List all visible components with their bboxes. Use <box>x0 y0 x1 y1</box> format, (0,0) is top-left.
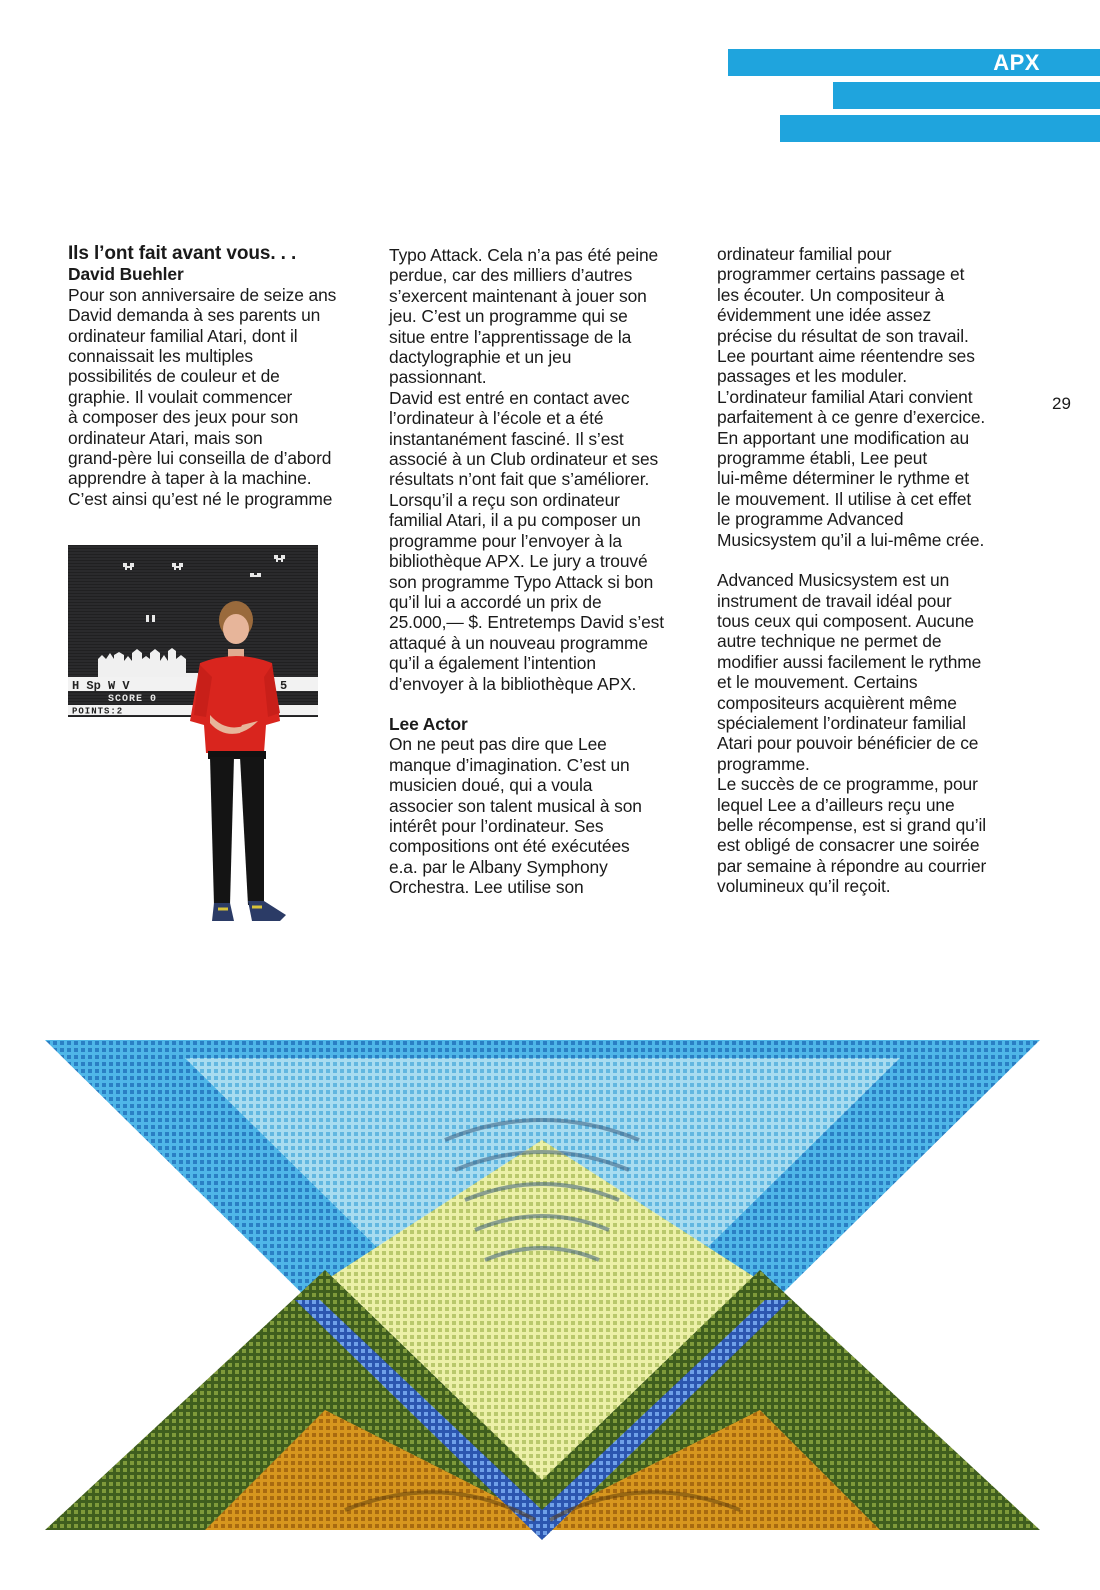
text-line: attaqué à un nouveau programme <box>389 632 649 653</box>
text-line: ordinateur familial pour <box>717 244 892 264</box>
text-line: Orchestra. Lee utilise son <box>389 877 584 898</box>
computer-graphic-artwork <box>45 1040 1040 1550</box>
text-line: Typo Attack. Cela n’a pas été peine <box>389 245 659 265</box>
text-line: En apportant une modification au <box>717 427 970 448</box>
column-2 <box>389 245 687 898</box>
text-line: est obligé de consacrer une soirée <box>717 835 980 856</box>
text-line: possibilités de couleur et de <box>68 366 280 387</box>
text-line: bibliothèque APX. Le jury a trouvé <box>389 551 648 572</box>
text-line: lui-même déterminer le rythme et <box>717 468 969 489</box>
screen-letters: H Sp W V <box>72 679 130 693</box>
text-line: les écouter. Un compositeur à <box>717 284 945 305</box>
screen-letter-end: 5 <box>280 679 288 693</box>
paragraph-typo-attack <box>389 245 687 694</box>
text-line: instantanément fasciné. Il s’est <box>389 428 624 449</box>
game-screen-image <box>68 545 318 717</box>
text-line: Lorsqu’il a reçu son ordinateur <box>389 489 620 510</box>
text-line: autre technique ne permet de <box>717 631 942 652</box>
text-line: l’ordinateur à l’école et a été <box>389 408 604 429</box>
text-line: musicien doué, qui a voula <box>389 775 593 796</box>
text-line: et le mouvement. Certains <box>717 672 918 693</box>
header-bar-middle <box>833 82 1100 109</box>
text-line: le mouvement. Il utilise à cet effet <box>717 488 972 509</box>
column-3 <box>717 244 1015 897</box>
text-line: dactylographie et un jeu <box>389 347 572 368</box>
paragraph-lee-intro <box>389 734 687 897</box>
text-line: Musicsystem qu’il a lui-même crée. <box>717 529 985 550</box>
paragraph-lee-composing <box>717 244 1015 550</box>
text-line: compositeurs acquièrent même <box>717 692 957 713</box>
text-line: Atari pour pouvoir bénéficier de ce <box>717 733 979 754</box>
text-line: graphie. Il voulait commencer <box>68 386 293 407</box>
text-line: apprendre à taper à la machine. <box>68 468 312 489</box>
article-heading: Ils l’ont fait avant vous. . . <box>68 243 297 264</box>
text-line: instrument de travail idéal pour <box>717 590 952 611</box>
text-line: volumineux qu’il reçoit. <box>717 876 891 897</box>
page-number: 29 <box>1052 394 1071 413</box>
text-line: passionnant. <box>389 367 487 388</box>
text-line: Lee pourtant aime réentendre ses <box>717 346 975 367</box>
text-line: modifier aussi facilement le rythme <box>717 651 982 672</box>
text-line: évidemment une idée assez <box>717 305 932 326</box>
text-line: intérêt pour l’ordinateur. Ses <box>389 815 604 836</box>
text-line: programme. <box>717 753 810 774</box>
text-line: s’exercent maintenant à jouer son <box>389 285 647 306</box>
text-line: Le succès de ce programme, pour <box>717 774 978 795</box>
text-line: associé à un Club ordinateur et ses <box>389 449 659 470</box>
text-line: perdue, car des milliers d’autres <box>389 265 633 286</box>
text-line: passages et les moduler. <box>717 366 907 387</box>
text-line: David est entré en contact avec <box>389 387 630 408</box>
text-line: qu’il lui a accordé un prix de <box>389 591 602 612</box>
text-line: programme pour l’envoyer à la <box>389 530 622 551</box>
subhead-david-buehler: David Buehler <box>68 264 184 285</box>
text-line: On ne peut pas dire que Lee <box>389 734 607 755</box>
text-line: jeu. C’est un programme qui se <box>389 306 628 327</box>
text-line: C’est ainsi qu’est né le programme <box>68 488 333 509</box>
text-line: programmer certains passage et <box>717 264 965 285</box>
text-line: compositions ont été exécutées <box>389 836 630 857</box>
text-line: Pour son anniversaire de seize ans <box>68 284 337 305</box>
text-line: précise du résultat de son travail. <box>717 325 969 346</box>
text-line: ordinateur familial Atari, dont il <box>68 325 298 346</box>
text-line: spécialement l’ordinateur familial <box>717 712 966 733</box>
column-1 <box>68 244 366 509</box>
subhead-lee-actor: Lee Actor <box>389 713 468 734</box>
text-line: à composer des jeux pour son <box>68 407 299 428</box>
section-label: APX <box>993 50 1040 75</box>
text-line: programme établi, Lee peut <box>717 448 928 469</box>
paragraph-david-intro <box>68 285 366 509</box>
text-line: 25.000,— $. Entretemps David s’est <box>389 612 664 633</box>
screen-points: POINTS:2 <box>72 706 124 717</box>
text-line: le programme Advanced <box>717 509 904 530</box>
text-line: belle récompense, est si grand qu’il <box>717 814 987 835</box>
text-line: situe entre l’apprentissage de la <box>389 326 632 347</box>
header-bar-bottom <box>780 115 1100 142</box>
photo-david-buehler <box>68 545 325 945</box>
text-line: résultats n’ont fait que s’améliorer. <box>389 469 650 490</box>
text-line: qu’il a également l’intention <box>389 653 596 674</box>
text-line: par semaine à répondre au courrier <box>717 855 987 876</box>
text-line: David demanda à ses parents un <box>68 305 321 326</box>
text-line: grand-père lui conseilla de d’abord <box>68 448 332 469</box>
text-line: associer son talent musical à son <box>389 795 642 816</box>
text-line: L’ordinateur familial Atari convient <box>717 386 973 407</box>
text-line: ordinateur Atari, mais son <box>68 427 263 448</box>
text-line: son programme Typo Attack si bon <box>389 571 654 592</box>
text-line: familial Atari, il a pu composer un <box>389 510 641 531</box>
paragraph-advanced-musicsystem <box>717 570 1015 897</box>
screen-score: SCORE 0 <box>108 694 158 705</box>
text-line: parfaitement à ce genre d’exercice. <box>717 407 986 428</box>
text-line: connaissait les multiples <box>68 346 254 367</box>
text-line: e.a. par le Albany Symphony <box>389 856 608 877</box>
text-line: lequel Lee a d’ailleurs reçu une <box>717 794 955 815</box>
text-line: tous ceux qui composent. Aucune <box>717 610 974 631</box>
text-line: manque d’imagination. C’est un <box>389 754 630 775</box>
text-line: d’envoyer à la bibliothèque APX. <box>389 673 637 694</box>
header-bar-top <box>728 49 1100 76</box>
text-line: Advanced Musicsystem est un <box>717 570 950 591</box>
